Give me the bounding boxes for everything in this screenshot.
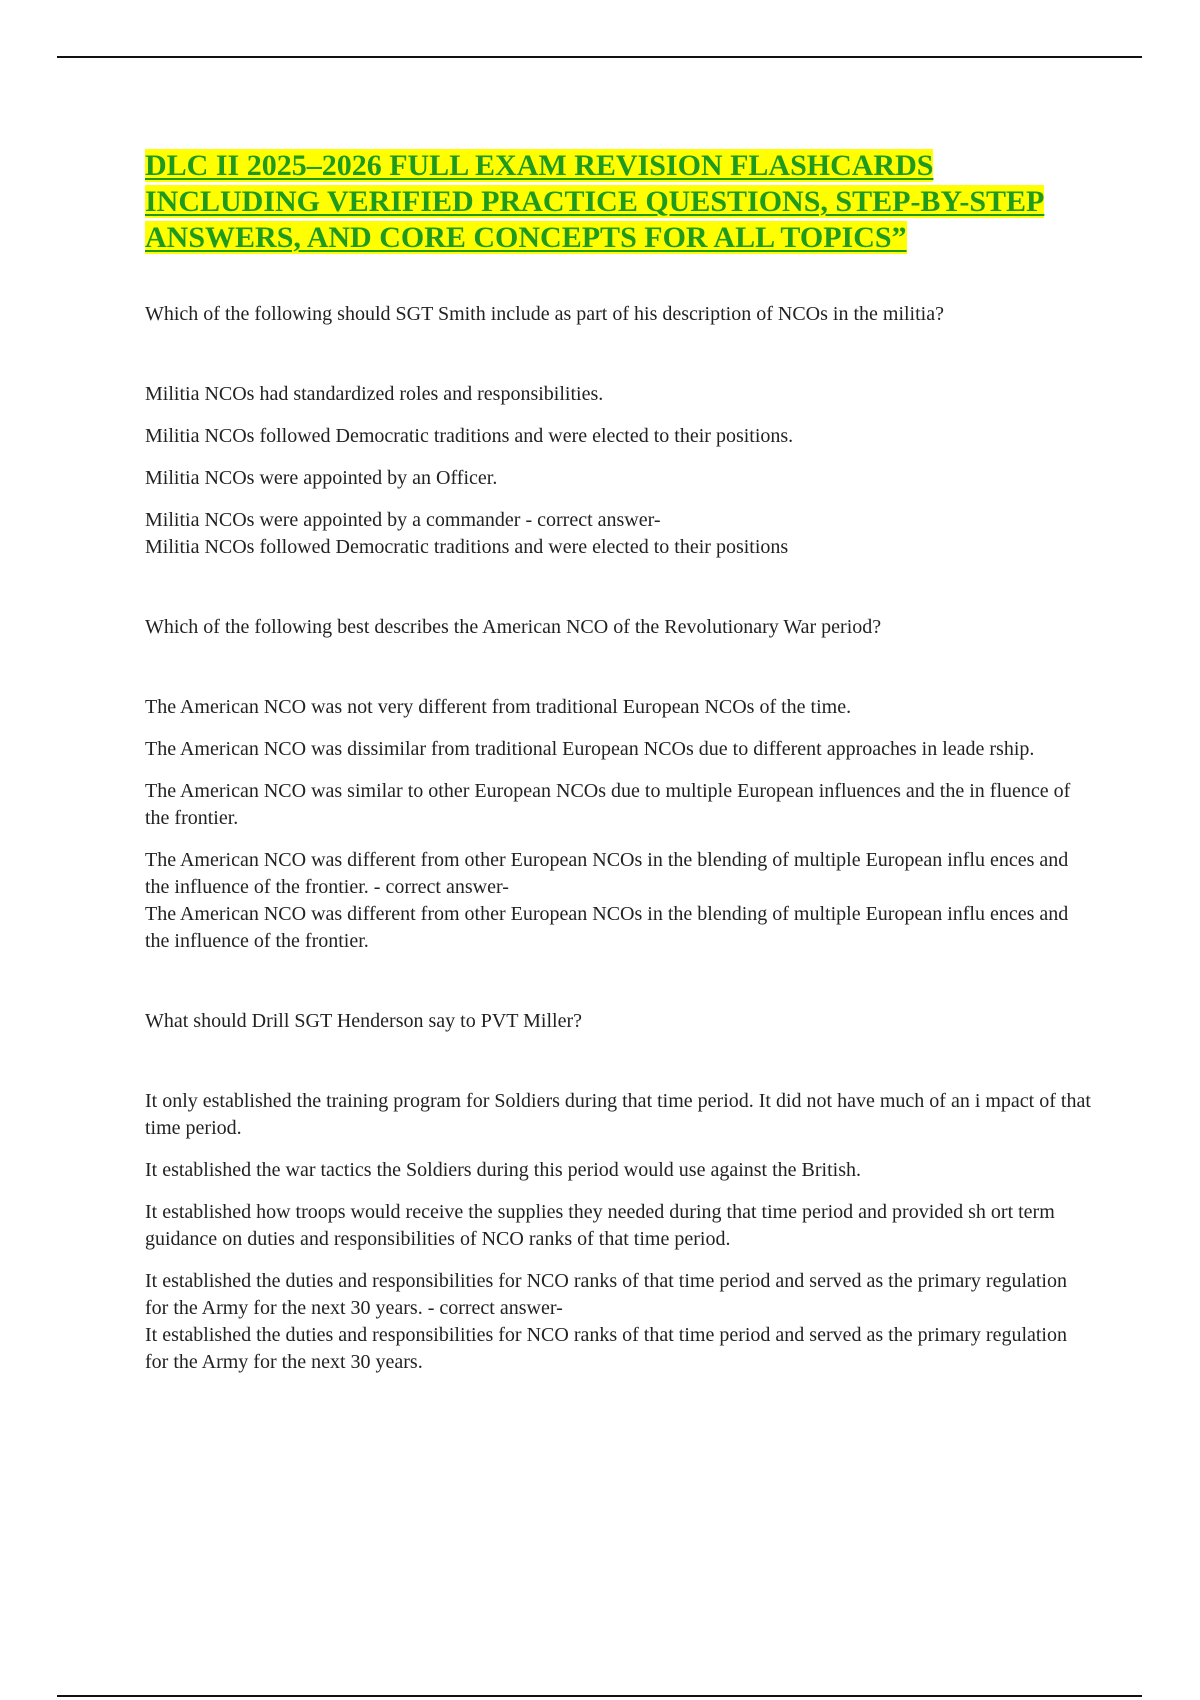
question-block-1 <box>145 301 1095 561</box>
correct-answer-text: It established the duties and responsibilities for NCO ranks of that time period and served as the primary regulation for the Army for the next 30 years. <box>145 1324 1067 1373</box>
document-body <box>145 148 1095 1376</box>
bottom-rule <box>57 1695 1142 1697</box>
answer-option: The American NCO was similar to other European NCOs due to multiple European influences and the in fluence of the frontier. <box>145 780 1071 829</box>
correct-answer-text: Militia NCOs followed Democratic traditions and were elected to their positions <box>145 536 789 558</box>
answer-option: Militia NCOs had standardized roles and responsibilities. <box>145 383 604 405</box>
correct-answer <box>145 1268 1095 1376</box>
question-block-2 <box>145 614 1095 955</box>
question-block-3 <box>145 1008 1095 1376</box>
answer-option: It only established the training program for Soldiers during that time period. It did not have much of an i mpact of that time period. <box>145 1090 1091 1139</box>
correct-answer <box>145 847 1095 955</box>
document-title: DLC II 2025–2026 FULL EXAM REVISION FLASHCARDS INCLUDING VERIFIED PRACTICE QUESTIONS, STEP-BY-STEP ANSWERS, AND CORE CONCEPTS FOR ALL TOPICS” <box>145 149 1045 254</box>
correct-answer-text: The American NCO was different from other European NCOs in the blending of multiple European influ ences and the influence of the frontier. <box>145 903 1069 952</box>
answer-option: It established the duties and responsibilities for NCO ranks of that time period and served as the primary regulation for the Army for the next 30 years. - correct answer- <box>145 1270 1067 1319</box>
top-rule <box>57 56 1142 58</box>
answer-option: The American NCO was dissimilar from traditional European NCOs due to different approaches in leade rship. <box>145 738 1035 760</box>
answer-option: Militia NCOs followed Democratic traditions and were elected to their positions. <box>145 425 794 447</box>
answer-option: Militia NCOs were appointed by an Officer. <box>145 467 498 489</box>
question-text: Which of the following best describes the American NCO of the Revolutionary War period? <box>145 616 882 638</box>
answer-option: The American NCO was different from other European NCOs in the blending of multiple European influ ences and the influence of the frontier. - correct answer- <box>145 849 1069 898</box>
correct-answer <box>145 507 1095 561</box>
answer-option: It established how troops would receive the supplies they needed during that time period and provided sh ort term guidance on duties and responsibilities of NCO ranks of that time period. <box>145 1201 1055 1250</box>
answer-option: The American NCO was not very different from traditional European NCOs of the time. <box>145 696 852 718</box>
question-text: What should Drill SGT Henderson say to PVT Miller? <box>145 1010 582 1032</box>
question-text: Which of the following should SGT Smith include as part of his description of NCOs in the militia? <box>145 303 944 325</box>
answer-option: Militia NCOs were appointed by a commander - correct answer- <box>145 509 661 531</box>
answer-option: It established the war tactics the Soldiers during this period would use against the British. <box>145 1159 861 1181</box>
